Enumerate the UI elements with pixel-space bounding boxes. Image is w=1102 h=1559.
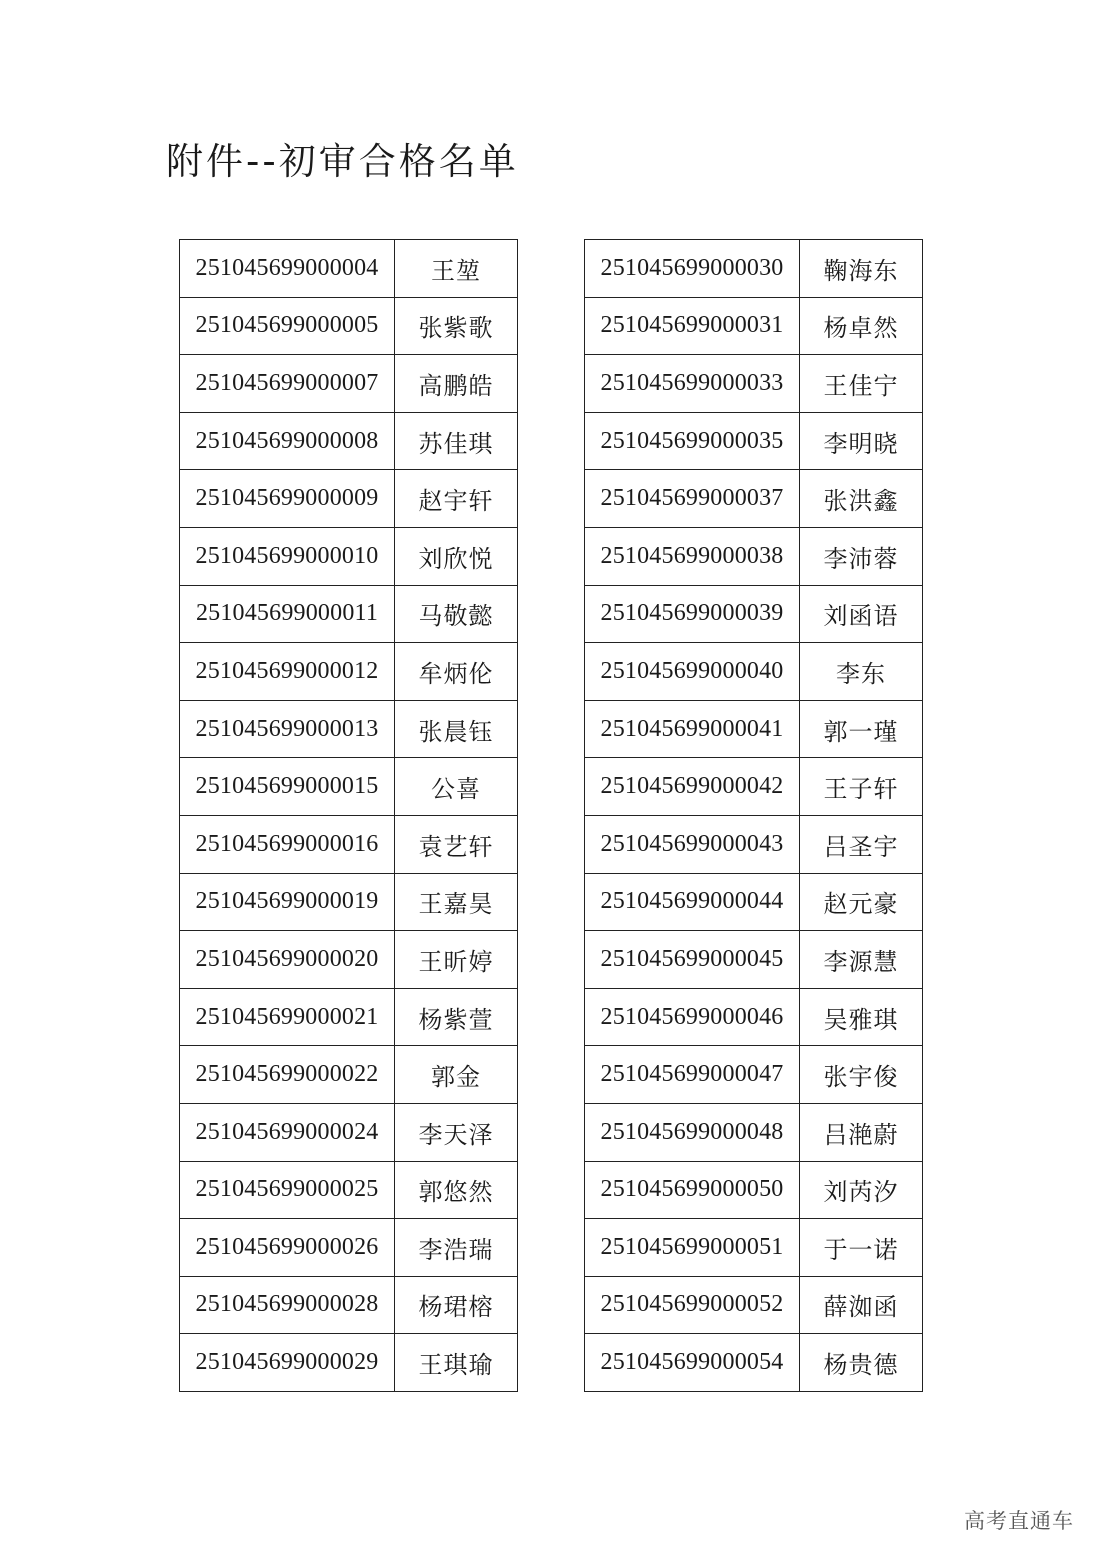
candidate-name: 薛洳函: [800, 1276, 923, 1334]
table-row: [180, 700, 518, 758]
candidate-id: 251045699000051: [585, 1219, 800, 1277]
candidate-name: 杨贵德: [800, 1334, 923, 1392]
table-row: [180, 873, 518, 931]
table-row: [180, 1334, 518, 1392]
candidate-id: 251045699000038: [585, 527, 800, 585]
table-row: [180, 297, 518, 355]
candidate-name: 李浩瑞: [395, 1219, 518, 1277]
candidate-name: 牟炳伦: [395, 643, 518, 701]
table-row: [180, 1103, 518, 1161]
candidate-id: 251045699000016: [180, 815, 395, 873]
candidate-id: 251045699000046: [585, 988, 800, 1046]
table-row: [180, 931, 518, 989]
candidate-id: 251045699000025: [180, 1161, 395, 1219]
candidate-id: 251045699000019: [180, 873, 395, 931]
table-row: [180, 815, 518, 873]
candidate-id: 251045699000004: [180, 240, 395, 298]
table-row: [585, 240, 923, 298]
candidate-name: 刘欣悦: [395, 527, 518, 585]
table-row: [585, 355, 923, 413]
candidate-id: 251045699000012: [180, 643, 395, 701]
table-row: [585, 643, 923, 701]
candidate-id: 251045699000007: [180, 355, 395, 413]
candidate-id: 251045699000047: [585, 1046, 800, 1104]
candidate-name: 吕圣宇: [800, 815, 923, 873]
table-row: [180, 470, 518, 528]
table-row: [585, 1161, 923, 1219]
candidate-id: 251045699000033: [585, 355, 800, 413]
candidate-id: 251045699000052: [585, 1276, 800, 1334]
candidate-name: 张晨钰: [395, 700, 518, 758]
candidate-id: 251045699000054: [585, 1334, 800, 1392]
table-row: [180, 240, 518, 298]
candidate-name: 鞠海东: [800, 240, 923, 298]
table-row: [585, 1276, 923, 1334]
candidate-id: 251045699000024: [180, 1103, 395, 1161]
table-row: [180, 355, 518, 413]
candidate-id: 251045699000039: [585, 585, 800, 643]
table-row: [585, 470, 923, 528]
candidate-id: 251045699000010: [180, 527, 395, 585]
table-row: [585, 758, 923, 816]
watermark-text: 高考直通车: [964, 1509, 1074, 1533]
candidate-name: 王嘉昊: [395, 873, 518, 931]
candidate-name: 李源慧: [800, 931, 923, 989]
candidate-name: 王昕婷: [395, 931, 518, 989]
candidate-id: 251045699000045: [585, 931, 800, 989]
table-row: [585, 700, 923, 758]
candidate-name: 杨紫萱: [395, 988, 518, 1046]
table-row: [180, 412, 518, 470]
candidate-name: 苏佳琪: [395, 412, 518, 470]
candidate-name: 马敬懿: [395, 585, 518, 643]
candidate-name: 李明晓: [800, 412, 923, 470]
table-row: [585, 931, 923, 989]
table-row: [180, 527, 518, 585]
candidate-id: 251045699000043: [585, 815, 800, 873]
candidate-id: 251045699000011: [180, 585, 395, 643]
page-title: 附件--初审合格名单: [166, 140, 519, 183]
table-row: [180, 585, 518, 643]
candidate-name: 杨卓然: [800, 297, 923, 355]
candidate-name: 高鹏皓: [395, 355, 518, 413]
table-row: [585, 815, 923, 873]
table-row: [585, 1103, 923, 1161]
roster-body-right: [585, 240, 923, 1392]
candidate-name: 张洪鑫: [800, 470, 923, 528]
candidate-id: 251045699000026: [180, 1219, 395, 1277]
candidate-id: 251045699000008: [180, 412, 395, 470]
table-row: [585, 988, 923, 1046]
table-row: [585, 527, 923, 585]
candidate-id: 251045699000042: [585, 758, 800, 816]
candidate-name: 郭一瑾: [800, 700, 923, 758]
candidate-id: 251045699000035: [585, 412, 800, 470]
candidate-name: 赵宇轩: [395, 470, 518, 528]
candidate-name: 郭悠然: [395, 1161, 518, 1219]
candidate-name: 王琪瑜: [395, 1334, 518, 1392]
candidate-name: 吕滟蔚: [800, 1103, 923, 1161]
candidate-name: 王子轩: [800, 758, 923, 816]
table-row: [585, 412, 923, 470]
table-row: [585, 1046, 923, 1104]
candidate-name: 吴雅琪: [800, 988, 923, 1046]
candidate-id: 251045699000015: [180, 758, 395, 816]
roster-table-right: [584, 239, 923, 1392]
candidate-id: 251045699000037: [585, 470, 800, 528]
candidate-id: 251045699000020: [180, 931, 395, 989]
roster-table-left: [179, 239, 518, 1392]
candidate-name: 王佳宁: [800, 355, 923, 413]
candidate-name: 李沛蓉: [800, 527, 923, 585]
candidate-id: 251045699000028: [180, 1276, 395, 1334]
candidate-name: 刘芮汐: [800, 1161, 923, 1219]
table-row: [585, 1334, 923, 1392]
candidate-id: 251045699000005: [180, 297, 395, 355]
table-row: [585, 297, 923, 355]
candidate-id: 251045699000040: [585, 643, 800, 701]
candidate-name: 刘函语: [800, 585, 923, 643]
table-row: [180, 643, 518, 701]
candidate-id: 251045699000048: [585, 1103, 800, 1161]
candidate-id: 251045699000021: [180, 988, 395, 1046]
roster-body-left: [180, 240, 518, 1392]
table-row: [180, 1161, 518, 1219]
candidate-name: 李东: [800, 643, 923, 701]
candidate-name: 公喜: [395, 758, 518, 816]
table-row: [180, 1046, 518, 1104]
candidate-id: 251045699000029: [180, 1334, 395, 1392]
table-row: [180, 988, 518, 1046]
table-row: [585, 1219, 923, 1277]
candidate-name: 李天泽: [395, 1103, 518, 1161]
candidate-name: 张宇俊: [800, 1046, 923, 1104]
table-row: [585, 873, 923, 931]
candidate-name: 杨珺榕: [395, 1276, 518, 1334]
candidate-id: 251045699000022: [180, 1046, 395, 1104]
table-row: [180, 1219, 518, 1277]
candidate-name: 张紫歌: [395, 297, 518, 355]
candidate-name: 袁艺轩: [395, 815, 518, 873]
candidate-name: 郭金: [395, 1046, 518, 1104]
candidate-id: 251045699000041: [585, 700, 800, 758]
table-row: [585, 585, 923, 643]
candidate-id: 251045699000009: [180, 470, 395, 528]
candidate-id: 251045699000044: [585, 873, 800, 931]
candidate-id: 251045699000013: [180, 700, 395, 758]
candidate-name: 王堃: [395, 240, 518, 298]
candidate-id: 251045699000030: [585, 240, 800, 298]
candidate-name: 赵元豪: [800, 873, 923, 931]
table-row: [180, 1276, 518, 1334]
candidate-name: 于一诺: [800, 1219, 923, 1277]
candidate-id: 251045699000050: [585, 1161, 800, 1219]
candidate-id: 251045699000031: [585, 297, 800, 355]
table-row: [180, 758, 518, 816]
